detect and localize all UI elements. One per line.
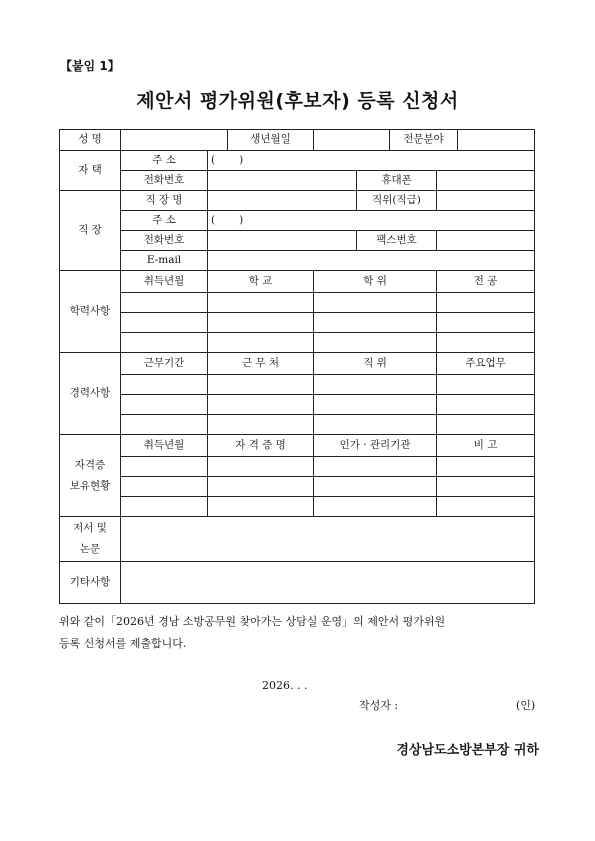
- fax-label: 팩스번호: [357, 231, 437, 251]
- education-cell[interactable]: [437, 313, 535, 333]
- home-address-paren-open: (: [211, 153, 216, 166]
- education-cell[interactable]: [121, 333, 208, 353]
- certificates-header-issuer: 인가 · 관리기관: [314, 435, 437, 457]
- education-cell[interactable]: [314, 293, 437, 313]
- field-of-expertise-label: 전문분야: [390, 130, 458, 151]
- education-cell[interactable]: [208, 293, 314, 313]
- certificate-cell[interactable]: [437, 457, 535, 477]
- position-field[interactable]: [437, 191, 535, 211]
- education-section-label: 학력사항: [60, 271, 121, 353]
- certificates-header-name: 자 격 증 명: [208, 435, 314, 457]
- name-field[interactable]: [121, 130, 228, 151]
- work-phone-field[interactable]: [208, 231, 357, 251]
- home-phone-label: 전화번호: [121, 171, 208, 191]
- birthdate-field[interactable]: [314, 130, 390, 151]
- workplace-field[interactable]: [208, 191, 357, 211]
- certificates-section-label: [60, 435, 121, 517]
- writer-label: 작성자 :: [359, 699, 399, 712]
- attachment-label: 【붙임 1】: [60, 59, 120, 73]
- education-cell[interactable]: [121, 293, 208, 313]
- certificate-cell[interactable]: [121, 477, 208, 497]
- position-label: 직위(직급): [357, 191, 437, 211]
- education-cell[interactable]: [314, 333, 437, 353]
- career-cell[interactable]: [314, 415, 437, 435]
- seal-mark: (인): [516, 699, 536, 712]
- career-section-label: 경력사항: [60, 353, 121, 435]
- publications-label-line1: 저서 및: [73, 522, 107, 534]
- education-header-school: 학 교: [208, 271, 314, 293]
- home-phone-field[interactable]: [208, 171, 357, 191]
- statement-line-1: 위와 같이「2026년 경남 소방공무원 찾아가는 상담실 운영」의 제안서 평가위원: [59, 615, 446, 628]
- other-field[interactable]: [121, 562, 535, 604]
- publications-label-line2: 논문: [79, 543, 101, 555]
- certificate-cell[interactable]: [208, 497, 314, 517]
- education-header-degree: 학 위: [314, 271, 437, 293]
- statement-line-2: 등록 신청서를 제출합니다.: [59, 637, 187, 650]
- career-header-period: 근무기간: [121, 353, 208, 375]
- career-cell[interactable]: [208, 415, 314, 435]
- email-field[interactable]: [208, 251, 535, 271]
- certificate-cell[interactable]: [437, 497, 535, 517]
- career-header-workplace: 근 무 처: [208, 353, 314, 375]
- date-line: 2026. . .: [262, 679, 308, 692]
- home-address-field[interactable]: [208, 151, 535, 171]
- work-address-paren-close: ): [239, 213, 244, 226]
- form-title: 제안서 평가위원(후보자) 등록 신청서: [136, 90, 459, 112]
- workplace-label: 직 장 명: [121, 191, 208, 211]
- publications-field[interactable]: [121, 517, 535, 562]
- application-form-table: [59, 129, 535, 604]
- career-cell[interactable]: [437, 415, 535, 435]
- name-label: 성 명: [60, 130, 121, 151]
- certificate-cell[interactable]: [314, 477, 437, 497]
- education-header-major: 전 공: [437, 271, 535, 293]
- field-of-expertise-field[interactable]: [458, 130, 535, 151]
- education-cell[interactable]: [314, 313, 437, 333]
- career-cell[interactable]: [121, 375, 208, 395]
- certificates-label-line2: 보유현황: [69, 479, 111, 492]
- work-address-paren-open: (: [211, 213, 216, 226]
- career-cell[interactable]: [208, 375, 314, 395]
- career-header-position: 직 위: [314, 353, 437, 375]
- certificate-cell[interactable]: [208, 477, 314, 497]
- career-cell[interactable]: [437, 395, 535, 415]
- certificates-header-remarks: 비 고: [437, 435, 535, 457]
- education-cell[interactable]: [121, 313, 208, 333]
- home-address-paren-close: ): [239, 153, 244, 166]
- education-cell[interactable]: [437, 293, 535, 313]
- career-cell[interactable]: [314, 395, 437, 415]
- career-cell[interactable]: [121, 415, 208, 435]
- career-cell[interactable]: [437, 375, 535, 395]
- other-label: 기타사항: [60, 562, 121, 604]
- career-header-duties: 주요업무: [437, 353, 535, 375]
- statement-text: [59, 611, 539, 655]
- education-cell[interactable]: [208, 333, 314, 353]
- addressee: 경상남도소방본부장 귀하: [396, 743, 539, 758]
- certificate-cell[interactable]: [314, 457, 437, 477]
- work-address-field[interactable]: [208, 211, 535, 231]
- work-section-label: 직 장: [60, 191, 121, 271]
- work-address-label: 주 소: [121, 211, 208, 231]
- education-cell[interactable]: [437, 333, 535, 353]
- certificates-label-line1: 자격증: [74, 458, 106, 471]
- publications-label: [60, 517, 121, 562]
- career-cell[interactable]: [314, 375, 437, 395]
- mobile-field[interactable]: [437, 171, 535, 191]
- certificates-header-date: 취득년월: [121, 435, 208, 457]
- home-section-label: 자 택: [60, 151, 121, 191]
- fax-field[interactable]: [437, 231, 535, 251]
- certificate-cell[interactable]: [121, 457, 208, 477]
- birthdate-label: 생년월일: [228, 130, 314, 151]
- email-label: E-mail: [121, 251, 208, 271]
- certificate-cell[interactable]: [208, 457, 314, 477]
- certificate-cell[interactable]: [121, 497, 208, 517]
- career-cell[interactable]: [208, 395, 314, 415]
- work-phone-label: 전화번호: [121, 231, 208, 251]
- home-address-label: 주 소: [121, 151, 208, 171]
- certificate-cell[interactable]: [314, 497, 437, 517]
- certificate-cell[interactable]: [437, 477, 535, 497]
- career-cell[interactable]: [121, 395, 208, 415]
- mobile-label: 휴대폰: [357, 171, 437, 191]
- education-header-date: 취득년월: [121, 271, 208, 293]
- education-cell[interactable]: [208, 313, 314, 333]
